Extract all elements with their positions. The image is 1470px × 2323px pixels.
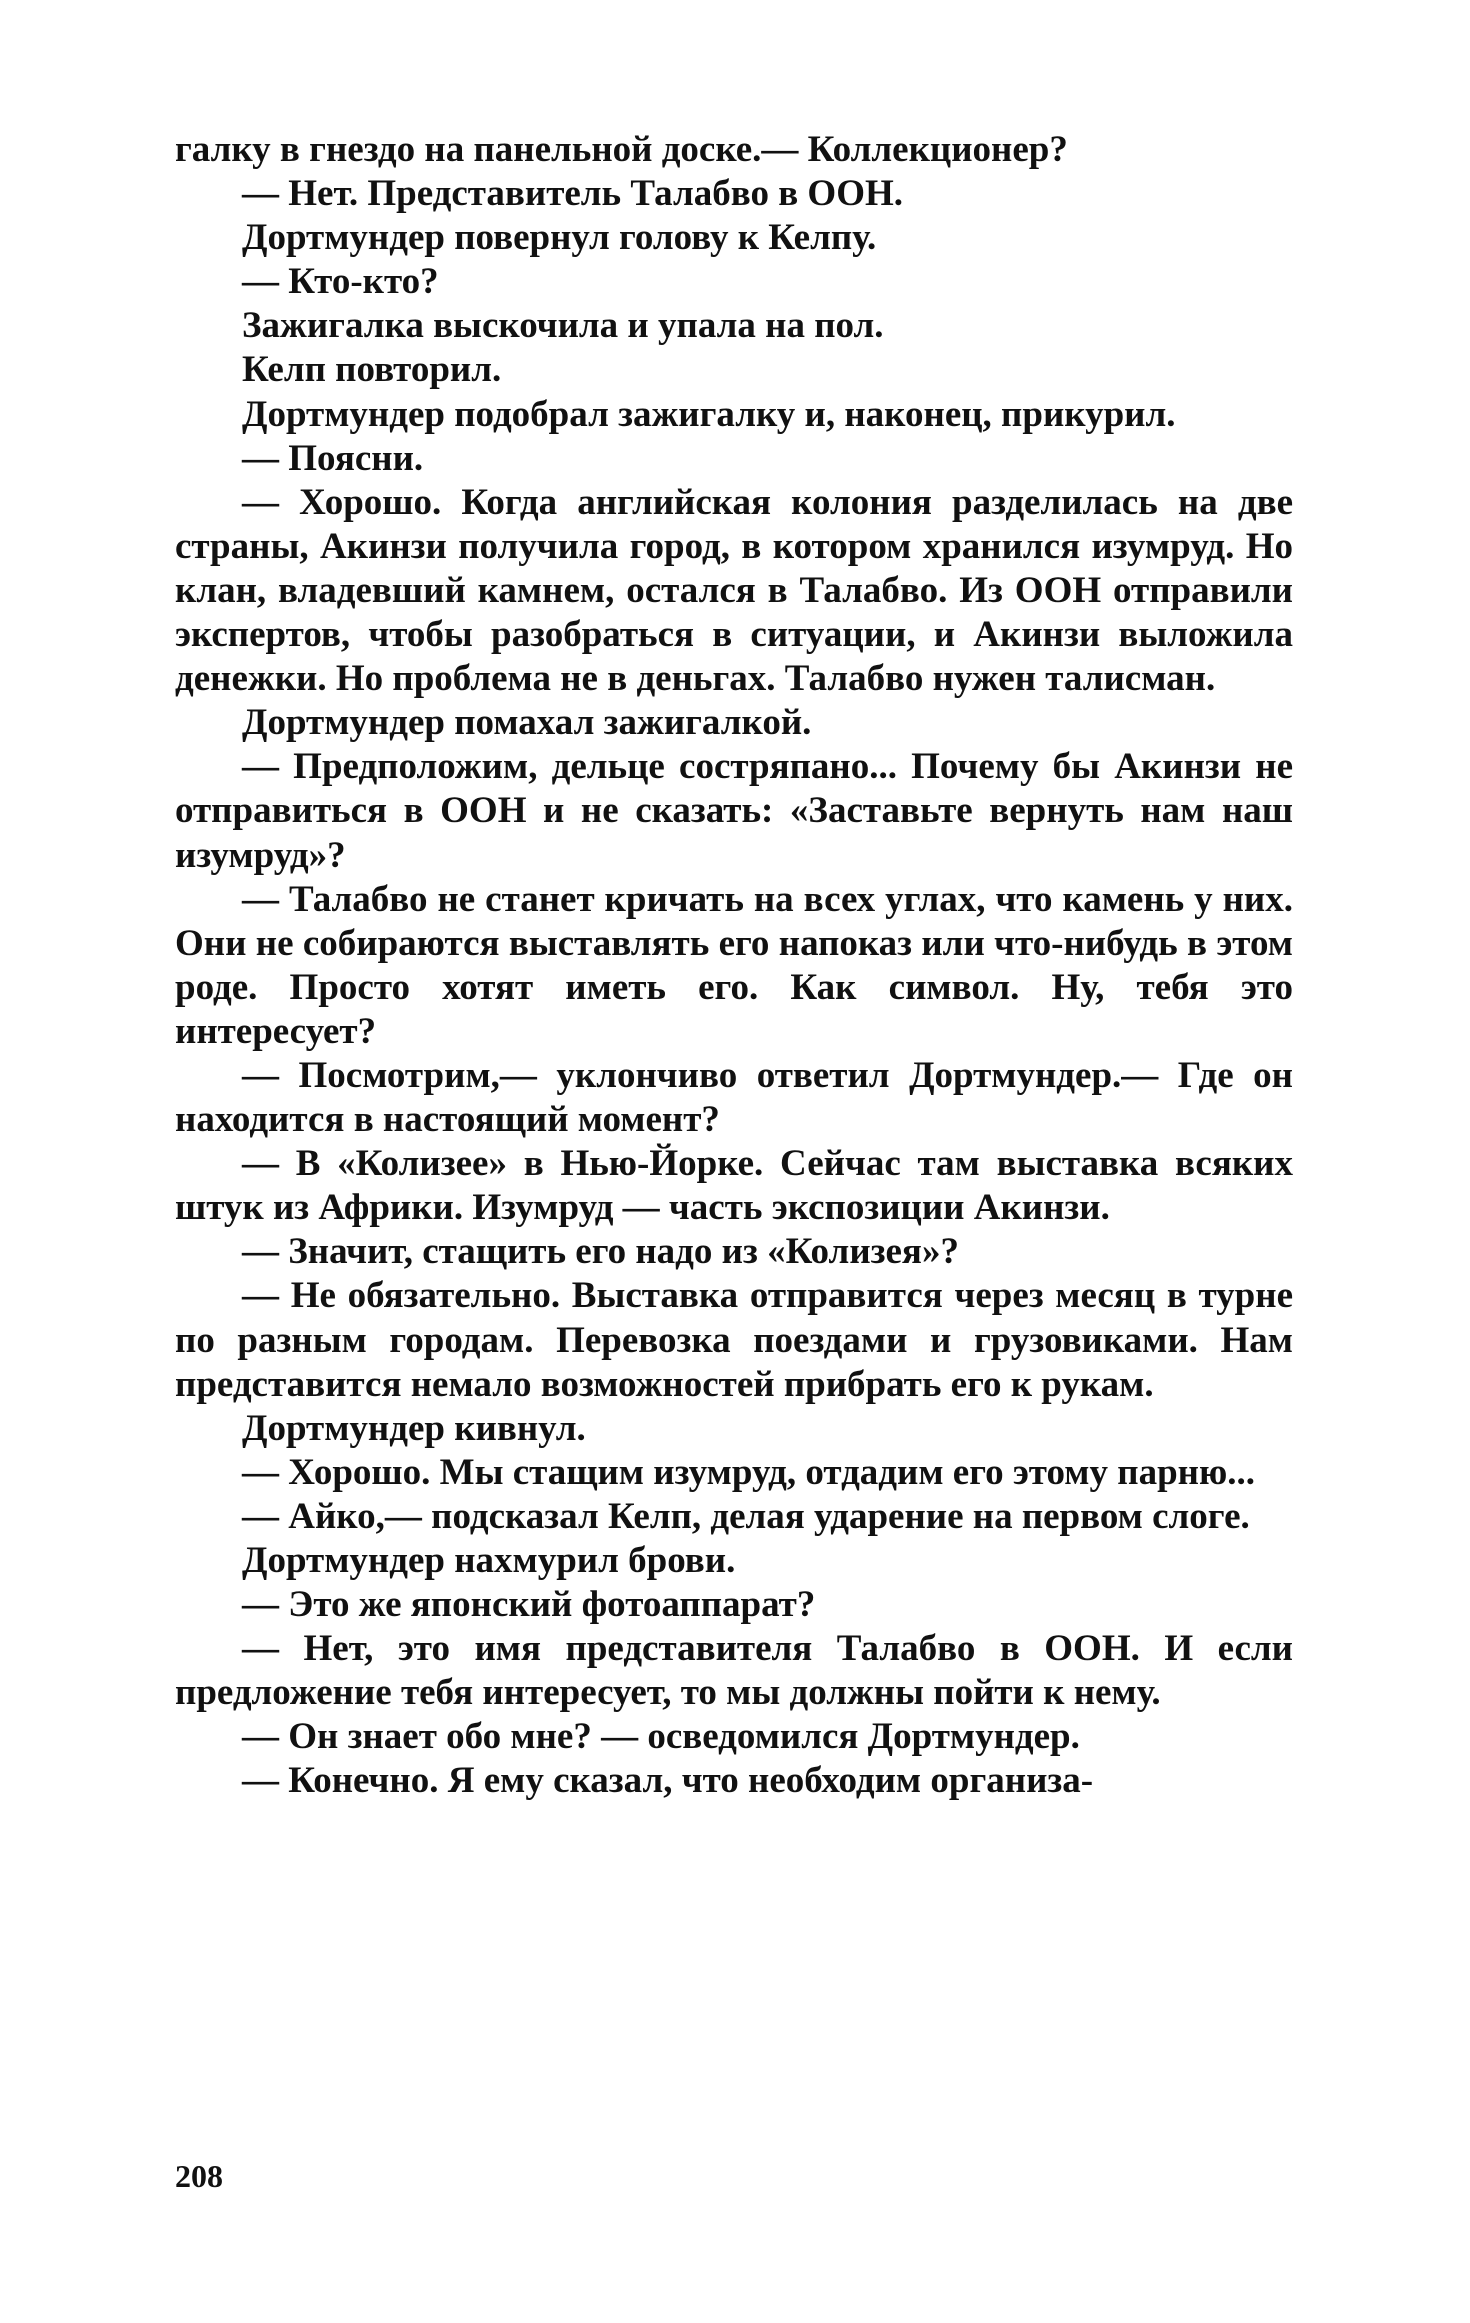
- paragraph: — Посмотрим,— уклончиво ответил Дортмундер.— Где он находится в настоящий момент?: [175, 1054, 1293, 1141]
- paragraph: Дортмундер кивнул.: [242, 1407, 586, 1449]
- paragraph: — Айко,— подсказал Келп, делая ударение на первом слоге.: [242, 1495, 1250, 1537]
- paragraph: — Талабво не станет кричать на всех углах, что камень у них. Они не собираются выставлять его напоказ или что-нибудь в этом роде. Просто хотят иметь его. Как символ. Ну, тебя это интересует?: [175, 878, 1293, 1052]
- paragraph: — Хорошо. Когда английская колония разделилась на две страны, Акинзи получила город, в котором хранился изумруд. Но клан, владевший камнем, остался в Талабво. Из ООН отправили экспертов, чтобы разобраться в ситуации, и Акинзи выложила денежки. Но проблема не в деньгах. Талабво нужен талисман.: [175, 481, 1293, 700]
- paragraph: Дортмундер помахал зажигалкой.: [242, 702, 812, 744]
- paragraph: — Поясни.: [242, 437, 424, 479]
- paragraph: Зажигалка выскочила и упала на пол.: [242, 305, 884, 347]
- body-text: [175, 128, 1293, 1804]
- paragraph: — Конечно. Я ему сказал, что необходим организа-: [242, 1760, 1094, 1802]
- paragraph: — Кто-кто?: [242, 261, 439, 303]
- paragraph: — Это же японский фотоаппарат?: [242, 1584, 816, 1626]
- paragraph: — Нет. Представитель Талабво в ООН.: [242, 173, 904, 215]
- paragraph: Келп повторил.: [242, 349, 502, 391]
- paragraph: Дортмундер повернул голову к Келпу.: [242, 217, 877, 259]
- paragraph: — Значит, стащить его надо из «Колизея»?: [242, 1231, 959, 1273]
- paragraph: — В «Колизее» в Нью-Йорке. Сейчас там выставка всяких штук из Африки. Изумруд — часть экспозиции Акинзи.: [175, 1143, 1293, 1229]
- paragraph: Дортмундер подобрал зажигалку и, наконец, прикурил.: [242, 393, 1176, 435]
- paragraph: — Он знает обо мне? — осведомился Дортмундер.: [242, 1716, 1080, 1758]
- paragraph: Дортмундер нахмурил брови.: [242, 1540, 736, 1581]
- paragraph: — Не обязательно. Выставка отправится через месяц в турне по разным городам. Перевозка поездами и грузовиками. Нам представится немало возможностей прибрать его к рукам.: [175, 1275, 1293, 1405]
- page-number: 208: [175, 2158, 223, 2194]
- paragraph: галку в гнездо на панельной доске.— Коллекционер?: [175, 129, 1068, 170]
- paragraph: — Предположим, дельце состряпано... Почему бы Акинзи не отправиться в ООН и не сказать: «Заставьте вернуть нам наш изумруд»?: [175, 746, 1293, 876]
- paragraph: — Хорошо. Мы стащим изумруд, отдадим его этому парню...: [242, 1451, 1255, 1493]
- paragraph: — Нет, это имя представителя Талабво в ООН. И если предложение тебя интересует, то мы должны пойти к нему.: [175, 1628, 1293, 1714]
